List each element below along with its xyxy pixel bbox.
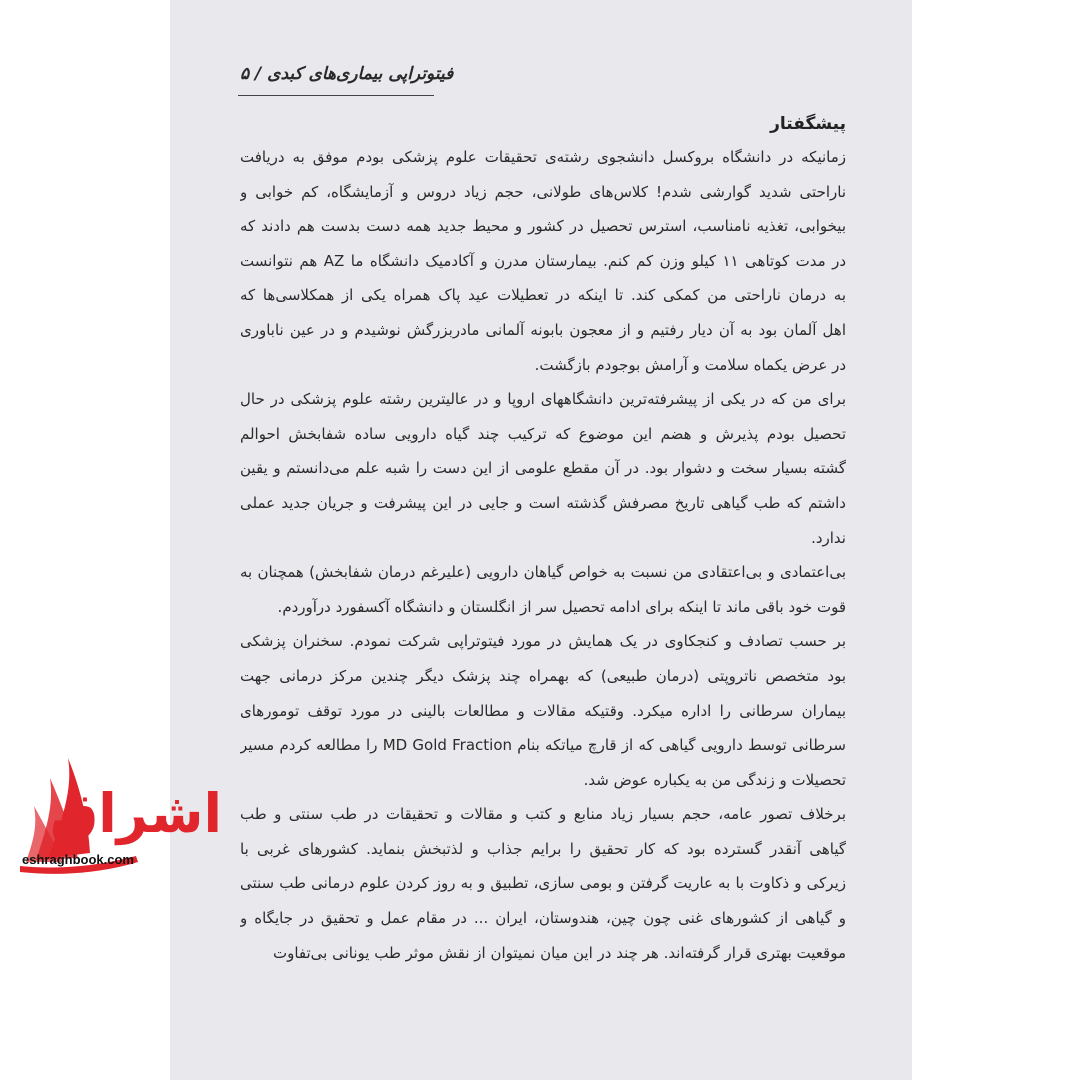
- text-line: بی‌اعتمادی و بی‌اعتقادی من نسبت به خواص گیاهان دارویی (علیرغم درمان شفابخش) همچنان به: [240, 563, 846, 582]
- text-line: بیماران سرطانی را اداره میکرد. وقتیکه مقالات و مطالعات بالینی در مورد توقف تومورهای: [240, 701, 846, 720]
- text-line: اهل آلمان بود به آن دیار رفتیم و از معجون بابونه آلمانی مادربزرگش نوشیدم و در عین ناباوری: [240, 320, 846, 339]
- body-text: [240, 140, 846, 970]
- text-line: تحصیلات و زندگی من به یکباره عوض شد.: [583, 770, 846, 789]
- header-rule: [238, 95, 434, 96]
- svg-text:اشراق: اشراق: [50, 782, 222, 845]
- text-line: در عرض یکماه سلامت و آرامش بوجودم بازگشت.: [534, 355, 846, 374]
- text-line: ناراحتی شدید گوارشی شدم! کلاس‌های طولانی، حجم زیاد دروس و آزمایشگاه، کم خوابی و: [240, 182, 846, 201]
- text-line: بر حسب تصادف و کنجکاوی در یک همایش در مورد فیتوتراپی شرکت نمودم. سخنران پزشکی: [240, 632, 846, 651]
- text-line: به درمان ناراحتی من کمکی کند. تا اینکه در تعطیلات عید پاک همراه یکی از همکلاسی‌ها که: [240, 286, 846, 305]
- text-line: زیرکی و ذکاوت با به عاریت گرفتن و بومی سازی، تطبیق و به روز کردن علوم درمانی طب سنتی: [240, 874, 846, 893]
- text-line: زمانیکه در دانشگاه بروکسل دانشجوی رشته‌ی تحقیقات علوم پزشکی بودم موفق به دریافت: [240, 148, 846, 166]
- text-line: و گیاهی از کشورهای غنی چون چین، هندوستان، ایران ... در مقام عمل و تحقیق در جایگاه و: [240, 909, 846, 928]
- section-title: پیشگفتار: [770, 114, 846, 134]
- text-line: برخلاف تصور عامه، حجم بسیار زیاد منابع و کتب و مقالات و تحقیقات در طب سنتی و طب: [240, 805, 846, 824]
- text-line: بود متخصص ناتروپتی (درمان طبیعی) که بهمراه چند پزشک دیگر چندین مرکز درمانی جهت: [240, 666, 846, 685]
- text-line: سرطانی توسط دارویی گیاهی که از قارچ میاتکه بنام MD Gold Fraction را مطالعه کردم مسیر: [240, 736, 846, 755]
- text-line: ندارد.: [811, 528, 846, 547]
- text-line: تحصیل بودم پذیرش و هضم این موضوع که ترکیب چند گیاه دارویی ساده شفابخش احوالم: [240, 424, 846, 443]
- text-line: موقعیت بهتری قرار گرفته‌اند. هر چند در این میان نمیتوان از نقش موثر طب یونانی بی‌تفاوت: [272, 943, 846, 962]
- text-line: گیاهی آنقدر گسترده بود که کار تحقیق را برایم جذاب و لذتبخش بنماید. کشورهای غربی با: [240, 839, 846, 858]
- text-line: گشته بسیار سخت و دشوار بود. در آن مقطع علومی از این دست را شبه علم می‌دانستم و یقین: [240, 459, 846, 478]
- text-line: برای من که در یکی از پیشرفته‌ترین دانشگاههای اروپا و در عالیترین رشته علوم پزشکی در حال: [240, 390, 846, 409]
- running-head: فیتوتراپی بیماری‌های کبدی / ۵: [240, 64, 454, 84]
- text-line: در مدت کوتاهی ۱۱ کیلو وزن کم کنم. بیمارستان مدرن و آکادمیک دانشگاه ما AZ هم نتوانست: [240, 251, 846, 270]
- site-url: eshraghbook.com: [22, 852, 134, 867]
- eshraghbook-logo: [18, 748, 248, 888]
- text-line: بیخوابی، تغذیه نامناسب، استرس تحصیل در کشور و محیط جدید همه دست بدست هم دادند که: [240, 217, 846, 236]
- text-line: قوت خود باقی ماند تا اینکه برای ادامه تحصیل سر از انگلستان و دانشگاه آکسفورد درآوردم.: [277, 597, 846, 616]
- text-line: داشتم که طب گیاهی تاریخ مصرفش گذشته است و جایی در این پیشرفت و جریان جدید عملی: [240, 493, 846, 512]
